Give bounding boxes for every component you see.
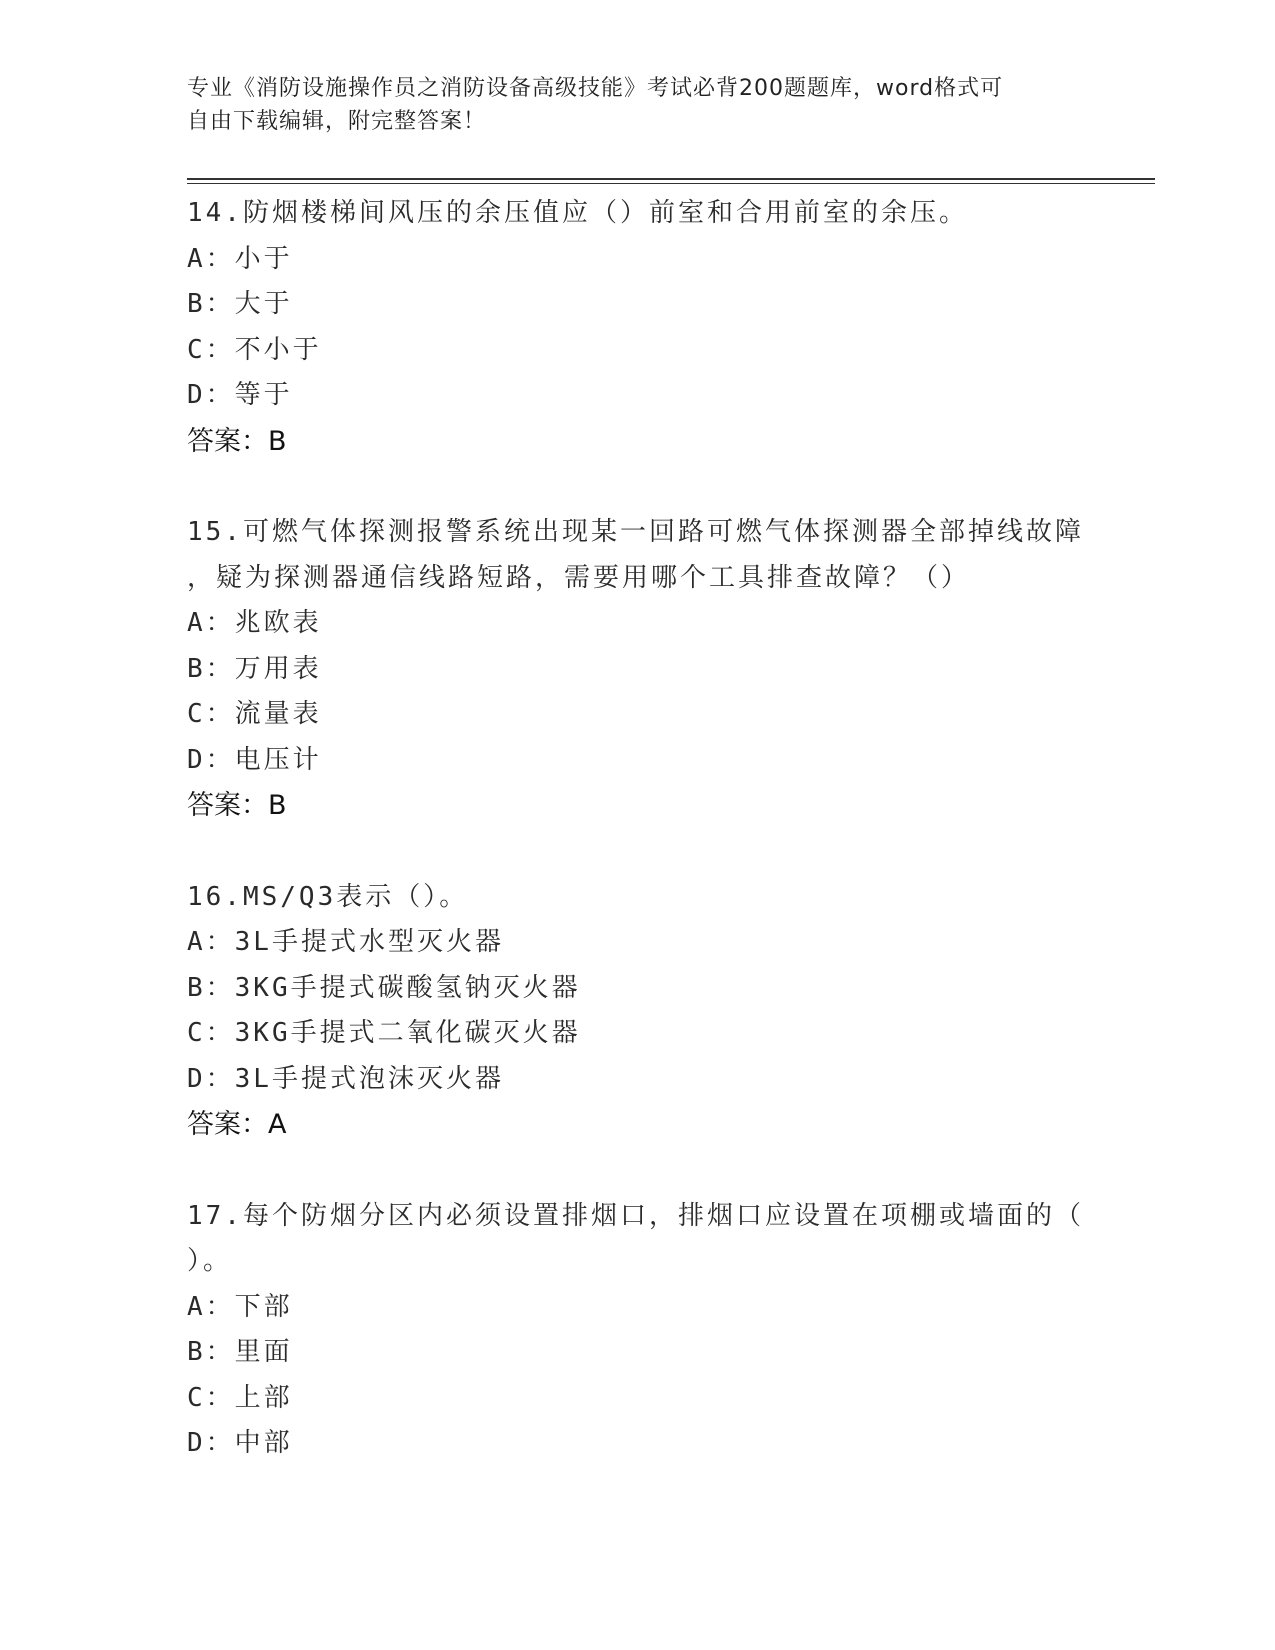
option-a: A：下部 (187, 1291, 293, 1322)
option-c: C：不小于 (187, 334, 322, 365)
question-15 (187, 510, 1087, 829)
option-a: A：3L手提式水型灭火器 (187, 927, 504, 957)
option-d: D：3L手提式泡沫灭火器 (187, 1063, 504, 1094)
question-list (187, 191, 1087, 1513)
header-line-2: 自由下载编辑，附完整答案！ (187, 109, 487, 134)
option-b: B：万用表 (187, 653, 322, 684)
option-a: A：小于 (187, 243, 293, 274)
question-16 (187, 875, 1087, 1148)
document-page (187, 0, 1167, 1650)
option-b: B：3KG手提式碳酸氢钠灭火器 (187, 972, 581, 1003)
option-c: C：上部 (187, 1382, 293, 1413)
document-header (187, 72, 1067, 138)
option-a: A：兆欧表 (187, 608, 322, 638)
header-divider-thick (187, 178, 1155, 180)
question-stem: 17.每个防烟分区内必须设置排烟口，排烟口应设置在项棚或墙面的（ (187, 1200, 1084, 1231)
answer-line: 答案：B (187, 425, 287, 457)
option-d: D：等于 (187, 380, 293, 410)
option-d: D：电压计 (187, 744, 322, 775)
header-divider-thin (187, 183, 1155, 184)
question-14 (187, 191, 1087, 464)
question-stem-continued: ）。 (187, 1246, 233, 1276)
option-b: B：里面 (187, 1337, 293, 1367)
option-d: D：中部 (187, 1428, 293, 1458)
question-stem-continued: ，疑为探测器通信线路短路，需要用哪个工具排查故障？（） (187, 562, 971, 593)
question-17 (187, 1194, 1087, 1467)
question-stem: 14.防烟楼梯间风压的余压值应（）前室和合用前室的余压。 (187, 198, 968, 228)
question-stem: 16.MS/Q3表示（）。 (187, 881, 469, 912)
option-b: B：大于 (187, 289, 293, 319)
header-line-1: 专业《消防设施操作员之消防设备高级技能》考试必背200题题库，word格式可 (187, 76, 1004, 101)
answer-line: 答案：A (187, 1109, 287, 1140)
option-c: C：3KG手提式二氧化碳灭火器 (187, 1018, 581, 1048)
answer-line: 答案：B (187, 790, 287, 821)
question-stem: 15.可燃气体探测报警系统出现某一回路可燃气体探测器全部掉线故障 (187, 517, 1084, 547)
option-c: C：流量表 (187, 699, 322, 729)
